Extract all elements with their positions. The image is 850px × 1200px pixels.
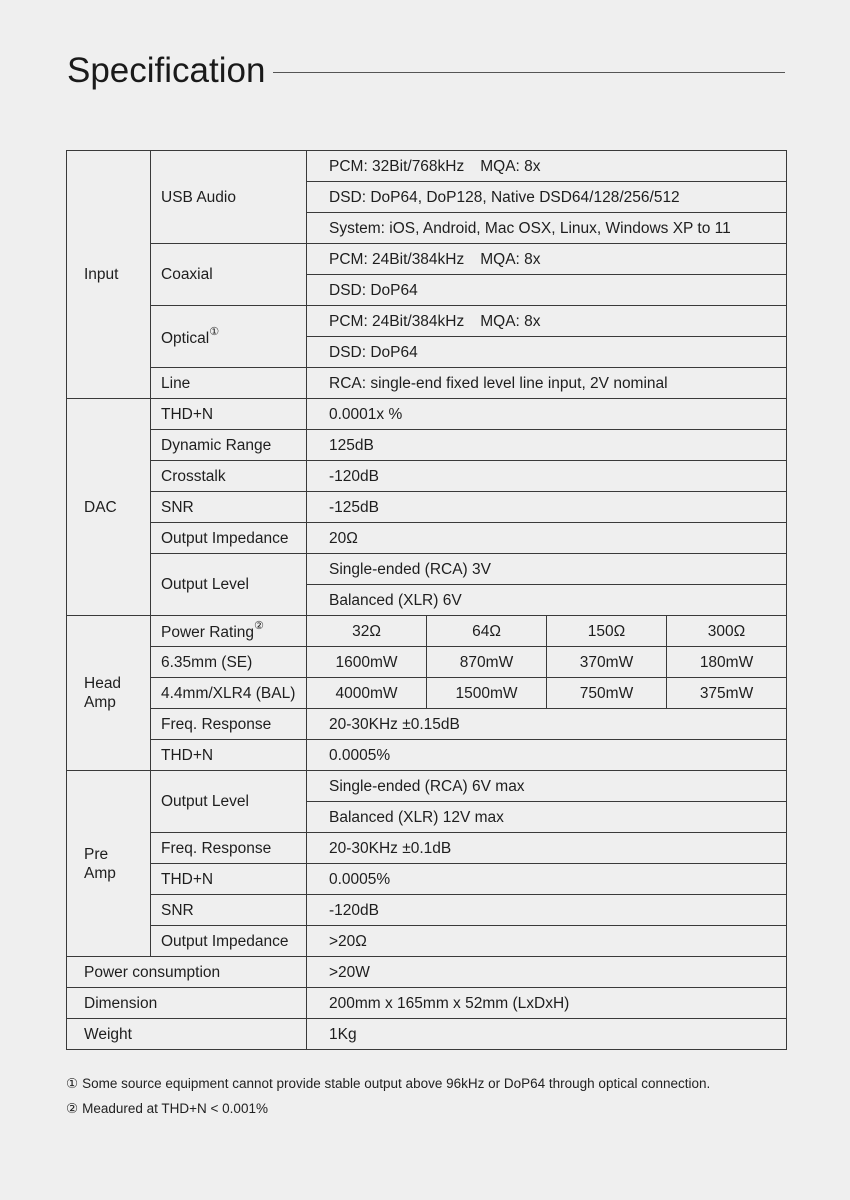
- footnote-text: Some source equipment cannot provide stable output above 96kHz or DoP64 through optical connection.: [82, 1076, 711, 1091]
- value-cell: >20Ω: [307, 926, 787, 957]
- value-cell: 20-30KHz ±0.15dB: [307, 709, 787, 740]
- footnote: [66, 1071, 710, 1096]
- table-row: [67, 399, 787, 430]
- table-row: [67, 740, 787, 771]
- table-row: [67, 957, 787, 988]
- load-cell: 150Ω: [547, 616, 667, 647]
- value-cell: 20-30KHz ±0.1dB: [307, 833, 787, 864]
- optical-label: Optical: [161, 330, 210, 348]
- optical-pcm: PCM: 24Bit/384kHz: [329, 312, 465, 330]
- table-row: [67, 647, 787, 678]
- title-divider: [273, 72, 785, 73]
- table-row: [67, 430, 787, 461]
- table-row: [67, 833, 787, 864]
- value-cell: -120dB: [307, 461, 787, 492]
- table-row: [67, 988, 787, 1019]
- power-cell: 375mW: [667, 678, 787, 709]
- category-input: Input: [67, 151, 151, 399]
- sub-label: SNR: [151, 492, 307, 523]
- table-row: [67, 895, 787, 926]
- table-row: [67, 926, 787, 957]
- sub-label-optical: [151, 306, 307, 368]
- value-cell: Single-ended (RCA) 6V max: [307, 771, 787, 802]
- power-rating-label: Power Rating: [161, 624, 255, 642]
- sub-label: 4.4mm/XLR4 (BAL): [151, 678, 307, 709]
- coaxial-mqa: MQA: 8x: [480, 250, 541, 268]
- sub-label: SNR: [151, 895, 307, 926]
- load-cell: 64Ω: [427, 616, 547, 647]
- optical-mqa: MQA: 8x: [480, 312, 541, 330]
- usb-dsd: DSD: DoP64, DoP128, Native DSD64/128/256/512: [307, 182, 787, 213]
- sub-label: Freq. Response: [151, 833, 307, 864]
- sub-label-coaxial: Coaxial: [151, 244, 307, 306]
- sub-label: Dynamic Range: [151, 430, 307, 461]
- value-cell: [307, 244, 787, 275]
- power-cell: 180mW: [667, 647, 787, 678]
- sub-label: Crosstalk: [151, 461, 307, 492]
- sub-label-line: Line: [151, 368, 307, 399]
- pre-amp-line2: Amp: [84, 864, 116, 882]
- sub-label-output-level: Output Level: [151, 554, 307, 616]
- head-amp-line2: Amp: [84, 694, 116, 711]
- sub-label-usb-audio: USB Audio: [151, 151, 307, 244]
- coaxial-pcm: PCM: 24Bit/384kHz: [329, 250, 465, 268]
- general-label: Power consumption: [67, 957, 307, 988]
- footnote: [66, 1096, 710, 1121]
- value-cell: 0.0005%: [307, 740, 787, 771]
- value-cell: 1Kg: [307, 1019, 787, 1050]
- sub-label-power-rating: [151, 616, 307, 647]
- load-cell: 32Ω: [307, 616, 427, 647]
- table-row: [67, 1019, 787, 1050]
- footnote-marker: ②: [66, 1101, 79, 1116]
- usb-mqa: MQA: 8x: [480, 157, 541, 175]
- table-row: [67, 554, 787, 585]
- power-cell: 370mW: [547, 647, 667, 678]
- table-row: [67, 678, 787, 709]
- power-cell: 1600mW: [307, 647, 427, 678]
- value-cell: Single-ended (RCA) 3V: [307, 554, 787, 585]
- pre-amp-line1: Pre: [84, 845, 109, 863]
- power-cell: 750mW: [547, 678, 667, 709]
- spec-table: [66, 150, 787, 1050]
- footnote-marker: ①: [66, 1076, 79, 1091]
- table-row: [67, 244, 787, 275]
- sub-label: THD+N: [151, 399, 307, 430]
- value-cell: >20W: [307, 957, 787, 988]
- power-cell: 1500mW: [427, 678, 547, 709]
- table-row: [67, 368, 787, 399]
- category-dac: DAC: [67, 399, 151, 616]
- table-row: [67, 771, 787, 802]
- sub-label: 6.35mm (SE): [151, 647, 307, 678]
- usb-system: System: iOS, Android, Mac OSX, Linux, Windows XP to 11: [307, 213, 787, 244]
- power-cell: 870mW: [427, 647, 547, 678]
- general-label: Weight: [67, 1019, 307, 1050]
- sub-label: Output Impedance: [151, 926, 307, 957]
- page-title: Specification: [67, 51, 266, 90]
- table-row: [67, 864, 787, 895]
- footnote-ref-1: ①: [209, 325, 220, 338]
- table-row: [67, 616, 787, 647]
- sub-label: Freq. Response: [151, 709, 307, 740]
- table-row: [67, 523, 787, 554]
- value-cell: 0.0001x %: [307, 399, 787, 430]
- value-cell: Balanced (XLR) 12V max: [307, 802, 787, 833]
- value-cell: 125dB: [307, 430, 787, 461]
- head-amp-line1: Head: [84, 675, 122, 692]
- sub-label-output-level: Output Level: [151, 771, 307, 833]
- value-cell: Balanced (XLR) 6V: [307, 585, 787, 616]
- load-cell: 300Ω: [667, 616, 787, 647]
- value-cell: 200mm x 165mm x 52mm (LxDxH): [307, 988, 787, 1019]
- table-row: [67, 492, 787, 523]
- value-cell: -120dB: [307, 895, 787, 926]
- category-head-amp: [67, 616, 151, 771]
- value-cell: [307, 151, 787, 182]
- coaxial-dsd: DSD: DoP64: [307, 275, 787, 306]
- optical-dsd: DSD: DoP64: [307, 337, 787, 368]
- category-pre-amp: [67, 771, 151, 957]
- usb-pcm: PCM: 32Bit/768kHz: [329, 157, 465, 175]
- sub-label: Output Impedance: [151, 523, 307, 554]
- table-row: [67, 306, 787, 337]
- sub-label: THD+N: [151, 864, 307, 895]
- value-cell: 0.0005%: [307, 864, 787, 895]
- line-value: RCA: single-end fixed level line input, 2V nominal: [307, 368, 787, 399]
- sub-label: THD+N: [151, 740, 307, 771]
- footnote-text: Meadured at THD+N < 0.001%: [82, 1101, 268, 1116]
- table-row: [67, 151, 787, 182]
- table-row: [67, 709, 787, 740]
- value-cell: 20Ω: [307, 523, 787, 554]
- power-cell: 4000mW: [307, 678, 427, 709]
- general-label: Dimension: [67, 988, 307, 1019]
- value-cell: [307, 306, 787, 337]
- value-cell: -125dB: [307, 492, 787, 523]
- footnote-ref-2: ②: [254, 620, 264, 633]
- table-row: [67, 461, 787, 492]
- footnotes: [66, 1071, 710, 1121]
